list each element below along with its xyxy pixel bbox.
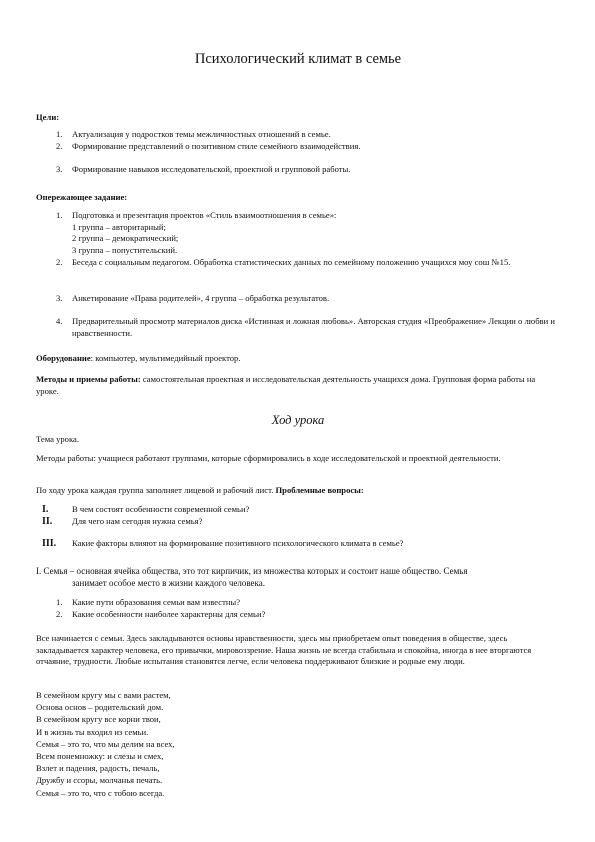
list-item: 2. Какие особенности наиболее характерны для семьи? [56, 608, 266, 619]
list-item: 4. Предварительный просмотр материалов диска «Истинная и ложная любовь». Авторская студия «Преображение» Лекции о любви и нравственности. [56, 316, 555, 338]
sub-item: 3 группа – попустительский. [72, 245, 178, 256]
list-item: 1. Актуализация у подростков темы межличностных отношений в семье. [56, 129, 331, 139]
poem-line: Всем понемножку: и слезы и смех, [36, 751, 164, 762]
list-item: 3. Формирование навыков исследовательской, проектной и групповой работы. [56, 164, 351, 174]
page-title: Психологический климат в семье [194, 51, 402, 67]
poem-line: Семья – это то, что с тобою всегда. [36, 787, 165, 798]
poem-line: В семейном кругу все корни твои, [36, 714, 161, 725]
equipment-paragraph: Оборудование: компьютер, мультимедийный проектор. [36, 353, 241, 363]
advance-list [36, 210, 560, 268]
list-item: 1. Подготовка и презентация проектов «Стиль взаимоотношения в семье»: 1 группа – авторитарный; 2 группа – демократический; 3 группа – попустительский. [36, 210, 560, 257]
section1-paragraph: I. Семья – основная ячейка общества, это тот кирпичик, из множества которых и состоит наше общество. Семья занимает особое место в жизни каждого человека. [36, 566, 468, 589]
advance-list-4 [36, 316, 560, 339]
topic-line: Тема урока. [36, 434, 79, 444]
poem-line: И в жизнь ты входил из семьи. [36, 726, 149, 737]
list-item: 2. Беседа с социальным педагогом. Обработка статистических данных по семейному положению учащихся моу сош №15. [56, 256, 511, 267]
fill-sheet-paragraph: По ходу урока каждая группа заполняет лицевой и рабочий лист. Проблемные вопросы: [36, 485, 364, 495]
sub-item: 2 группа – демократический; [72, 233, 179, 244]
questions-list [36, 504, 560, 527]
poem-line: Дружбу и ссоры, молчанья печать. [36, 775, 163, 786]
list-item: 1. Какие пути образования семьи вам известны? [56, 597, 241, 607]
goals-list [36, 129, 560, 152]
goals-list-cont [36, 164, 560, 176]
section1-list [36, 597, 560, 620]
goals-heading: Цели: [36, 112, 60, 122]
poem-line: Основа основ – родительский дом. [36, 702, 164, 713]
poem-line: В семейном кругу мы с вами растем, [36, 690, 171, 700]
list-item: III. Какие факторы влияют на формирование позитивного психологического климата в семье? [42, 538, 404, 549]
poem-line: Семья – это то, что мы делим на всех, [36, 738, 175, 749]
sub-item: 1 группа – авторитарный; [72, 221, 166, 232]
questions-list-3 [36, 538, 560, 550]
list-item: 2. Формирование представлений о позитивном стиле семейного взаимодействия. [56, 140, 361, 151]
family-paragraph: Все начинается с семьи. Здесь закладываются основы нравственности, здесь мы приобретаем опыт поведения в обществе, здесь закладывается характер человека, его привычки, мировоззрение. Наша жизнь не всегда стабильна и спокойна, иногда в нее вторгаются отчаяние, трудности. Любые испытания становятся легче, если человека поддерживают близкие и родные ему люди. [36, 633, 532, 667]
list-item: II. Для чего нам сегодня нужна семья? [42, 515, 203, 527]
list-item: 3. Анкетирование «Права родителей», 4 группа – обработка результатов. [56, 293, 330, 303]
poem [36, 689, 560, 799]
list-item: I. В чем состоят особенности современной семьи? [42, 504, 250, 515]
advance-heading: Опережающее задание: [36, 192, 128, 202]
advance-list-3 [36, 293, 560, 305]
poem-line: Взлет и падения, радость, печаль, [36, 763, 160, 774]
work-methods-paragraph: Методы работы: учащиеся работают группами, которые сформировались в ходе исследовательской и проектной деятельности. [36, 453, 501, 463]
methods-paragraph: Методы и приемы работы: самостоятельная проектная и исследовательская деятельность учащихся дома. Групповая форма работы на уроке. [36, 374, 536, 396]
lesson-heading: Ход урока [271, 413, 325, 427]
